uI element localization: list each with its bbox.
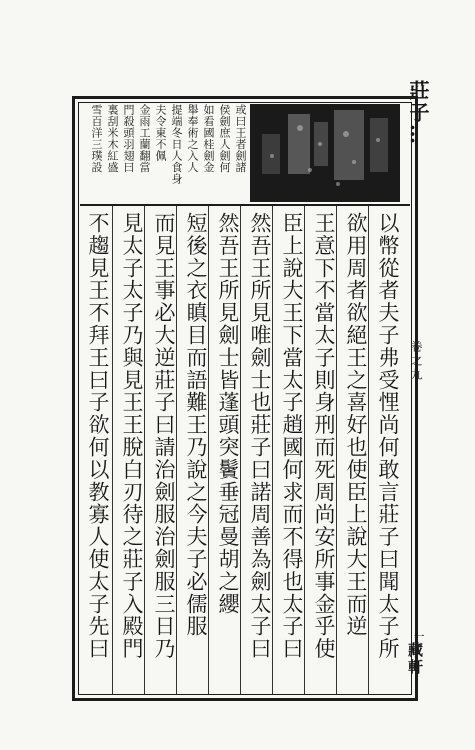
- commentary-column: 雪百洋三璞設: [90, 104, 103, 173]
- commentary-column: 門殺頭羽翅曰: [122, 104, 135, 173]
- text-column: 王意下不當太子則身刑而死周尚安所事金乎使: [312, 212, 336, 660]
- text-column: 不趨見王不拜王曰子欲何以教寡人使太子先曰: [86, 212, 110, 660]
- illustration-texture-icon: [250, 104, 400, 202]
- book-title: 莊子…: [406, 80, 430, 146]
- publisher-mark: 藏軒: [406, 642, 424, 676]
- commentary-column: 侯劍庶人劍何: [218, 104, 231, 173]
- text-column: 而見王事必大逆莊子曰請治劍服治劍服三日乃: [152, 212, 176, 660]
- text-column: 然吾王所見唯劍士也莊子曰諾周善為劍太子曰: [248, 212, 272, 660]
- text-column: 短後之衣瞋目而語難王乃說之今夫子必儒服: [184, 212, 208, 638]
- text-column: 臣上說大王下當太子趙國何求而不得也太子曰: [280, 212, 304, 660]
- woodblock-illustration: [250, 104, 400, 202]
- header-divider: [80, 204, 410, 206]
- commentary-column: 裏刮米木紅盛: [106, 104, 119, 173]
- chapter-label: 卷之九: [409, 340, 423, 382]
- commentary-column: 提端冬日人食身: [170, 104, 183, 185]
- commentary-column: 金雨工蘭翻當: [138, 104, 151, 173]
- column-rule: [112, 206, 113, 694]
- text-column: 欲用周者欲絕王之喜好也使臣上說大王而逆: [344, 212, 368, 638]
- commentary-column: 或曰王者劍諸: [234, 104, 247, 173]
- text-column: 以幣從者夫子弗受悝尚何敢言莊子曰聞太子所: [376, 212, 400, 660]
- commentary-block: [80, 104, 248, 204]
- commentary-column: 如看國桂劍金: [202, 104, 215, 173]
- page-number: 一: [413, 630, 425, 643]
- commentary-column: 夫令東不佩: [154, 104, 167, 162]
- text-column: 見太子太子乃與見王王脫白刃待之莊子入殿門: [120, 212, 144, 660]
- text-column: 然吾王所見劍士皆蓬頭突鬢垂冠曼胡之纓: [216, 212, 240, 616]
- commentary-column: 舉奉術之入人: [186, 104, 199, 173]
